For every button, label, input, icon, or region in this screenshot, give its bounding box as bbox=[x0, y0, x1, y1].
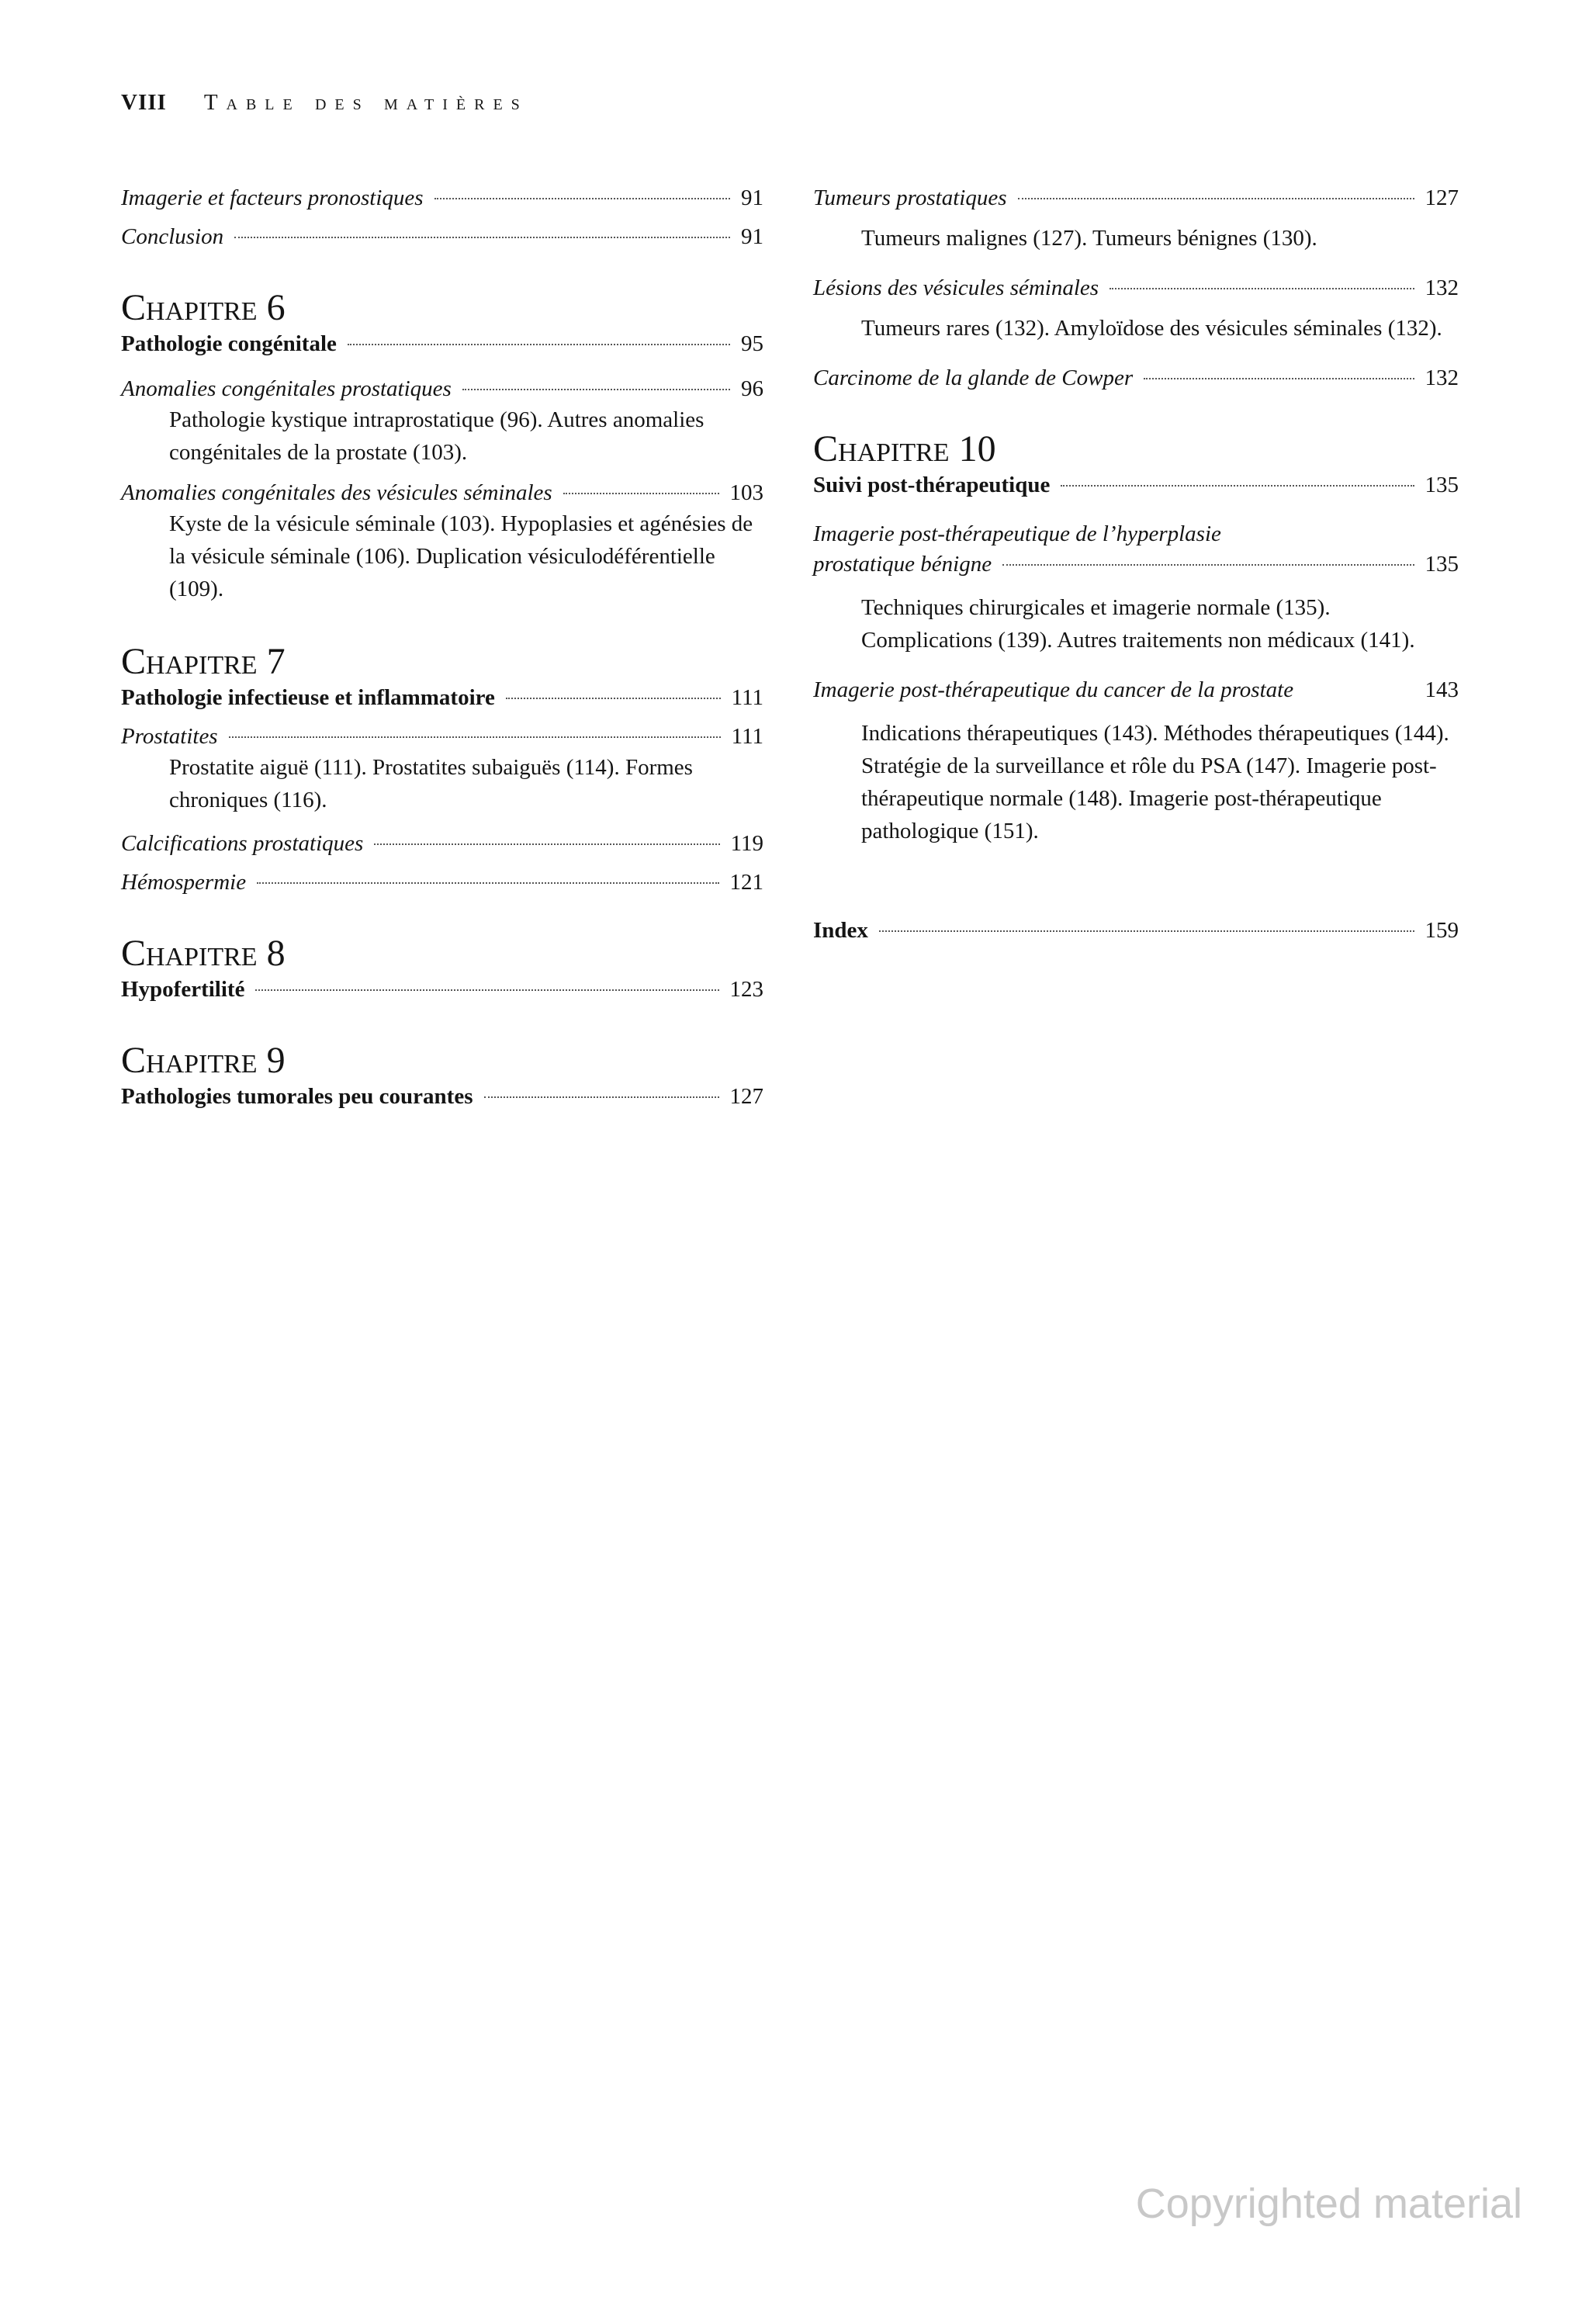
toc-entry-label: Hypofertilité bbox=[121, 977, 245, 1002]
leader-dots bbox=[257, 882, 718, 884]
toc-entry-page: 135 bbox=[1425, 552, 1459, 577]
leader-dots bbox=[348, 344, 730, 345]
toc-entry[interactable] bbox=[121, 222, 763, 251]
running-head bbox=[121, 90, 528, 116]
toc-entry-page: 121 bbox=[729, 870, 763, 895]
chapter-heading: Chapitre 10 bbox=[813, 428, 996, 469]
page-number: VIII bbox=[121, 90, 167, 115]
toc-entry-page: 111 bbox=[731, 685, 763, 710]
toc-entry[interactable] bbox=[813, 183, 1459, 213]
toc-entry-label: Pathologie infectieuse et inflammatoire bbox=[121, 685, 495, 710]
toc-entry-label: Prostatites bbox=[121, 724, 218, 749]
toc-entry-page: 91 bbox=[741, 224, 763, 249]
toc-entry-detail: Techniques chirurgicales et imagerie normale (135). Complications (139). Autres traitements non médicaux (141). bbox=[861, 595, 1415, 653]
chapter-heading: Chapitre 9 bbox=[121, 1040, 286, 1081]
toc-entry-page: 132 bbox=[1425, 365, 1459, 390]
toc-entry-label: Anomalies congénitales prostatiques bbox=[121, 376, 452, 401]
leader-dots bbox=[484, 1096, 719, 1098]
leader-dots bbox=[506, 698, 721, 699]
toc-entry[interactable] bbox=[813, 518, 1459, 579]
toc-entry-label: Imagerie et facteurs pronostiques bbox=[121, 185, 424, 210]
chapter-title-entry[interactable] bbox=[813, 470, 1459, 500]
toc-entry-detail: Pathologie kystique intraprostatique (96). Autres anomalies congénitales de la prostate (103). bbox=[169, 407, 704, 465]
toc-left-column bbox=[121, 183, 763, 1111]
chapter-heading: Chapitre 7 bbox=[121, 641, 286, 682]
toc-entry-detail: Kyste de la vésicule séminale (103). Hypoplasies et agénésies de la vésicule séminale (106). Duplication vésiculodéférentielle (109). bbox=[169, 511, 753, 601]
toc-entry-detail: Prostatite aiguë (111). Prostatites subaiguës (114). Formes chroniques (116). bbox=[169, 755, 693, 812]
toc-entry-label: Pathologie congénitale bbox=[121, 331, 337, 356]
index-entry[interactable] bbox=[813, 916, 1459, 945]
leader-dots bbox=[229, 736, 721, 738]
toc-entry-label: Tumeurs prostatiques bbox=[813, 185, 1007, 210]
toc-entry[interactable] bbox=[121, 183, 763, 213]
running-title: Table des matières bbox=[203, 90, 528, 115]
toc-entry-detail: Tumeurs malignes (127). Tumeurs bénignes (130). bbox=[861, 226, 1317, 251]
toc-entry-label: Index bbox=[813, 918, 868, 943]
toc-entry-page: 127 bbox=[1425, 185, 1459, 210]
toc-entry-label: Imagerie post-thérapeutique du cancer de la prostate bbox=[813, 677, 1294, 702]
chapter-heading: Chapitre 6 bbox=[121, 287, 286, 328]
toc-entry-label: Calcifications prostatiques bbox=[121, 831, 364, 856]
toc-entry[interactable] bbox=[121, 829, 763, 858]
toc-entry-line2 bbox=[813, 549, 1459, 579]
toc-entry-label-line1: Imagerie post-thérapeutique de l’hyperplasie bbox=[813, 521, 1221, 546]
leader-dots bbox=[462, 389, 730, 390]
leader-dots bbox=[1144, 378, 1414, 379]
toc-entry-page: 135 bbox=[1425, 473, 1459, 497]
toc-entry-label: Pathologies tumorales peu courantes bbox=[121, 1084, 473, 1109]
toc-entry-label-line2: prostatique bénigne bbox=[813, 552, 992, 577]
toc-entry-page: 119 bbox=[730, 831, 763, 856]
toc-entry[interactable] bbox=[813, 363, 1459, 393]
toc-entry-detail: Indications thérapeutiques (143). Méthodes thérapeutiques (144). Stratégie de la surveillance et rôle du PSA (147). Imagerie post-thérapeutique normale (148). Imagerie post-thérapeutique pathologique (151). bbox=[861, 721, 1449, 843]
toc-entry-page: 95 bbox=[741, 331, 763, 356]
toc-entry[interactable] bbox=[121, 722, 763, 751]
toc-entry-label: Carcinome de la glande de Cowper bbox=[813, 365, 1134, 390]
leader-dots bbox=[374, 843, 719, 845]
chapter-title-entry[interactable] bbox=[121, 975, 763, 1004]
leader-dots bbox=[1002, 564, 1414, 566]
chapter-heading: Chapitre 8 bbox=[121, 933, 286, 974]
toc-entry[interactable] bbox=[121, 478, 763, 507]
copyright-watermark: Copyrighted material bbox=[1135, 2180, 1522, 2227]
toc-entry-label: Hémospermie bbox=[121, 870, 247, 895]
toc-entry-label: Lésions des vésicules séminales bbox=[813, 275, 1099, 300]
toc-entry-detail: Tumeurs rares (132). Amyloïdose des vésicules séminales (132). bbox=[861, 316, 1442, 341]
toc-entry-label: Anomalies congénitales des vésicules séminales bbox=[121, 480, 552, 505]
toc-entry[interactable] bbox=[121, 868, 763, 897]
toc-entry[interactable] bbox=[121, 374, 763, 403]
toc-entry-page: 103 bbox=[729, 480, 763, 505]
leader-dots bbox=[255, 989, 718, 991]
leader-dots bbox=[1018, 198, 1414, 199]
toc-entry[interactable] bbox=[813, 675, 1459, 705]
chapter-title-entry[interactable] bbox=[121, 1082, 763, 1111]
leader-dots bbox=[234, 237, 730, 238]
toc-entry-page: 111 bbox=[731, 724, 763, 749]
chapter-title-entry[interactable] bbox=[121, 329, 763, 358]
toc-entry-page: 91 bbox=[741, 185, 763, 210]
toc-entry-label: Conclusion bbox=[121, 224, 224, 249]
toc-entry-page: 143 bbox=[1425, 677, 1459, 702]
leader-dots bbox=[1110, 288, 1414, 289]
toc-entry-label: Suivi post-thérapeutique bbox=[813, 473, 1051, 497]
leader-dots bbox=[563, 493, 719, 494]
toc-entry-page: 132 bbox=[1425, 275, 1459, 300]
toc-entry-page: 96 bbox=[741, 376, 763, 401]
toc-entry-page: 159 bbox=[1425, 918, 1459, 943]
chapter-title-entry[interactable] bbox=[121, 683, 763, 712]
toc-entry-page: 127 bbox=[729, 1084, 763, 1109]
toc-entry-page: 123 bbox=[729, 977, 763, 1002]
toc-entry[interactable] bbox=[813, 273, 1459, 303]
leader-dots bbox=[879, 930, 1414, 932]
toc-right-column bbox=[813, 183, 1459, 945]
leader-dots bbox=[1061, 485, 1414, 487]
leader-dots bbox=[434, 198, 730, 199]
